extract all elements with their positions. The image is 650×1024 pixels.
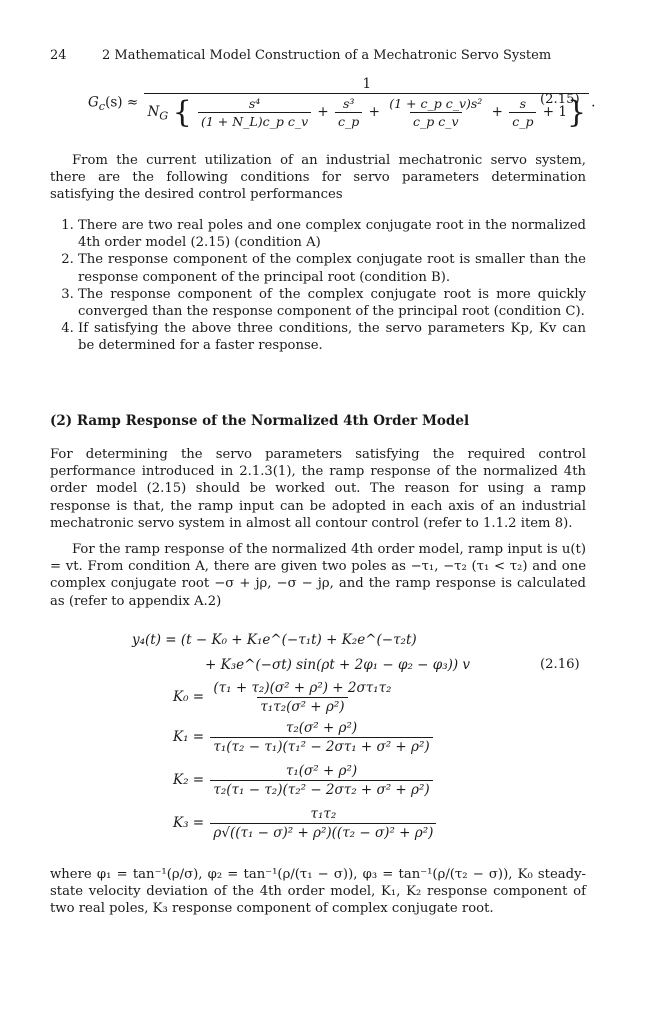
list-item: 2. The response component of the complex conjugate root is smaller than the response component of the principal root (condition B). [78,251,586,285]
eq-lhs-rest: (s) ≈ [105,94,139,111]
equation-2-15: $G_c(s)$ ≈ 1 $N_G$ { $\frac{\text{s⁴}}{\text{(1 + N\_L)c\_p c\_v}}$ + $\frac{\text{s³}}{c\_p}$ + $\frac{\text{(1 + c\_p c\_v)s²}}{\text{c\_p c\_v}}$ + $\frac{s}{c\_p}$ + 1} . [88,76,596,130]
t1-den: (1 + N_L)c_p c_v [198,112,311,129]
t2-num: s³ [342,96,355,111]
numerator: 1 [362,76,372,92]
k0-num: (τ₁ + τ₂)(σ² + ρ²) + 2στ₁τ₂ [213,680,392,696]
k0-den: τ₁τ₂(σ² + ρ²) [257,697,347,715]
term1 [198,96,311,129]
k3-den: ρ√((τ₁ − σ)² + ρ²)((τ₂ − σ)² + ρ²) [210,823,436,841]
k3-lhs: K₃ = [173,815,205,831]
eq-lhs-sub: c [98,100,106,114]
paragraph-conditions-intro: From the current utilization of an industrial mechatronic servo system, there are the following conditions for servo parameters determination satisfying the desired control performances [50,153,586,203]
k2-lhs: K₂ = [173,772,205,788]
ng: N [147,104,160,120]
eq-2-16-line2: + K₃e^(−σt) sin(ρt + 2φ₁ − φ₂ − φ₃)) v [205,657,471,673]
equation-number-2-15: (2.15) [540,92,580,107]
running-title: 2 Mathematical Model Construction of a Mechatronic Servo System [102,48,552,63]
k2-num: τ₁(σ² + ρ²) [285,763,358,779]
term3 [386,96,485,129]
term2 [335,96,362,129]
denominator: $N_G$ { $\frac{\text{s⁴}}{\text{(1 + N\_L)c\_p c\_v}}$ + $\frac{\text{s³}}{c\_p}$ + $\frac{\text{(1 + c\_p c\_v)s²}}{\text{c\_p c\_v}}$ + $\frac{s}{c\_p}$ + 1} [144,93,589,130]
conditions-list [50,217,586,355]
term4 [509,96,536,129]
main-fraction [144,76,589,130]
k0-lhs: K₀ = [173,689,205,705]
k1-num: τ₂(σ² + ρ²) [285,720,358,736]
t4-num: s [519,96,527,111]
equation-number-2-16: (2.16) [540,657,580,672]
t2-den: c_p [335,112,362,129]
section-heading: (2) Ramp Response of the Normalized 4th Order Model [50,413,470,429]
paragraph-ramp-reason: For determining the servo parameters satisfying the required control performance introduced in 2.1.3(1), the ramp response of the normalized 4th order model (2.15) should be worked out. The reason for using a ramp response is that, the ramp input can be adopted in each axis of an industrial mechatronic servo system in almost all contour control (refer to 1.1.2 item 8). [50,447,586,531]
k2-den: τ₂(τ₁ − τ₂)(τ₂² − 2στ₂ + σ² + ρ²) [210,780,432,798]
t1-num: s⁴ [248,96,261,111]
term5: + 1 [542,104,567,120]
k1-lhs: K₁ = [173,729,205,745]
t3-den: c_p c_v [410,112,462,129]
k1-den: τ₁(τ₂ − τ₁)(τ₁² − 2στ₁ + σ² + ρ²) [210,737,432,755]
eq-k3 [173,806,438,841]
ng-sub: G [159,109,169,123]
list-item: 4. If satisfying the above three conditions, the servo parameters Kp, Kv can be determined for a faster response. [78,320,586,354]
eq-k1 [173,720,435,755]
eq-k2 [173,763,435,798]
eq-k0 [173,680,396,715]
paragraph-where: where φ₁ = tan⁻¹(ρ/σ), φ₂ = tan⁻¹(ρ/(τ₁ − σ)), φ₃ = tan⁻¹(ρ/(τ₂ − σ)), K₀ steady-state velocity deviation of the 4th order model, K₁, K₂ response component of two real poles, K₃ response component of complex conjugate root. [50,867,586,917]
page-number: 24 [50,48,67,63]
t4-den: c_p [509,112,536,129]
list-item: 1. There are two real poles and one complex conjugate root in the normalized 4th order model (2.15) (condition A) [78,217,586,251]
paragraph-ramp-response: For the ramp response of the normalized 4th order model, ramp input is u(t) = vt. From condition A, there are given two poles as −τ₁, −τ₂ (τ₁ < τ₂) and one complex conjugate root −σ + jρ, −σ − jρ, and the ramp response is calculated as (refer to appendix A.2) [50,542,586,609]
eq-lhs: G [88,94,99,111]
t3-num: (1 + c_p c_v)s² [389,96,483,111]
list-item: 3. The response component of the complex conjugate root is more quickly converged than the response component of the principal root (condition C). [78,286,586,320]
k3-num: τ₁τ₂ [310,806,337,822]
eq-2-16-line1: y₄(t) = (t − K₀ + K₁e^(−τ₁t) + K₂e^(−τ₂t) [132,632,417,648]
